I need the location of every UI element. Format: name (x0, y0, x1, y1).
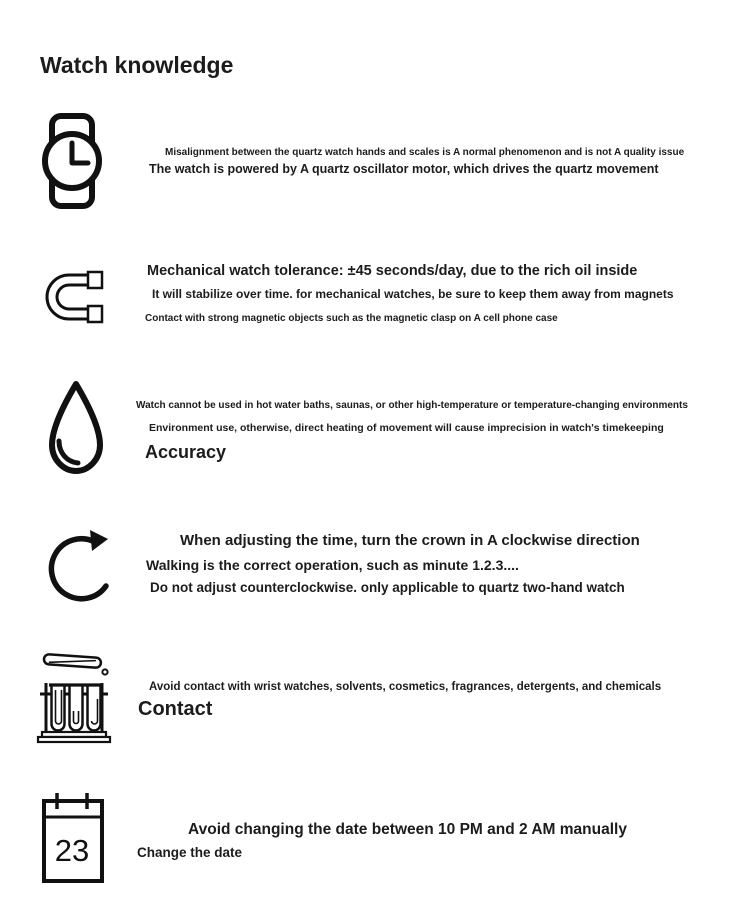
quartz-misalignment-note: Misalignment between the quartz watch hands and scales is A normal phenomenon and is not A quality issue (165, 147, 685, 158)
test-tubes-icon (36, 649, 112, 745)
crown-clockwise-note: When adjusting the time, turn the crown in A clockwise direction (180, 532, 640, 549)
magnet-tolerance-note: Mechanical watch tolerance: ±45 seconds/day, due to the rich oil inside (147, 263, 638, 279)
contact-heading: Contact (138, 698, 213, 720)
magnet-icon (42, 266, 106, 328)
quartz-motor-note: The watch is powered by A quartz oscillator motor, which drives the quartz movement (149, 162, 659, 176)
date-change-note: Change the date (137, 845, 243, 860)
temperature-warning-note: Watch cannot be used in hot water baths, saunas, or other high-temperature or temperature-changing environments (136, 400, 688, 411)
accuracy-heading: Accuracy (145, 442, 227, 462)
magnet-contact-note: Contact with strong magnetic objects such as the magnetic clasp on A cell phone case (145, 313, 558, 324)
crown-operation-note: Walking is the correct operation, such as minute 1.2.3.... (146, 557, 519, 573)
crown-counterclockwise-note: Do not adjust counterclockwise. only applicable to quartz two-hand watch (150, 580, 625, 595)
calendar-icon (41, 791, 105, 885)
magnet-stabilize-note: It will stabilize over time. for mechanical watches, be sure to keep them away from magnets (152, 287, 674, 301)
page-title: Watch knowledge (40, 52, 234, 79)
temperature-environment-note: Environment use, otherwise, direct heating of movement will cause imprecision in watch's timekeeping (149, 422, 664, 434)
clockwise-arrow-icon (41, 527, 119, 607)
calendar-day-number: 23 (54, 833, 90, 868)
date-avoid-note: Avoid changing the date between 10 PM and 2 AM manually (188, 821, 627, 838)
water-drop-icon (41, 379, 111, 479)
chemical-avoid-note: Avoid contact with wrist watches, solvents, cosmetics, fragrances, detergents, and chemicals (149, 681, 662, 693)
wristwatch-icon (41, 112, 103, 210)
